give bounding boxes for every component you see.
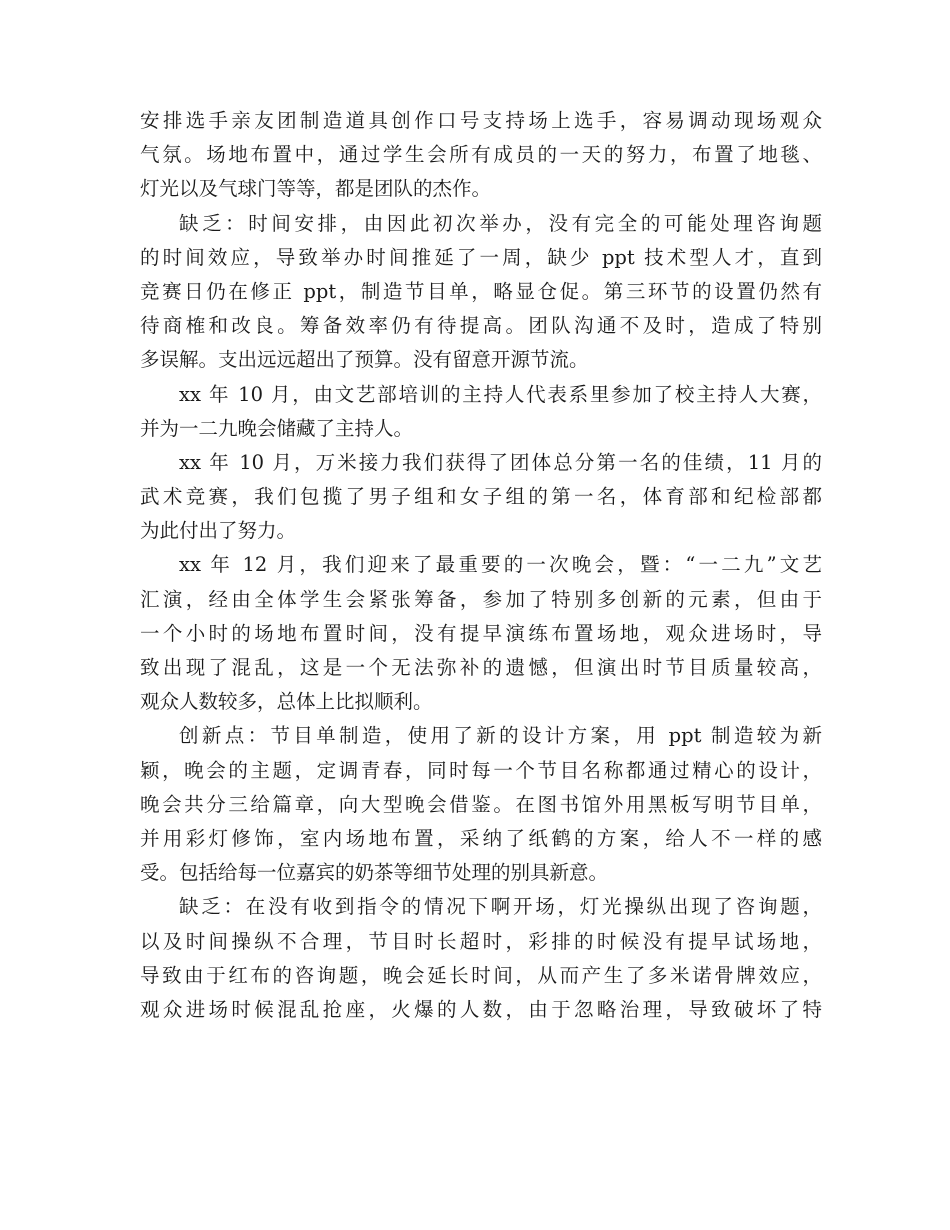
- text-line: 安排选手亲友团制造道具创作口号支持场上选手，容易调动现场观众: [140, 109, 822, 132]
- text-line: 气氛。场地布置中，通过学生会所有成员的一天的努力，布置了地毯、: [140, 143, 822, 167]
- text-line: xx 年 10 月，万米接力我们获得了团体总分第一名的佳绩，11 月的: [179, 450, 822, 474]
- text-line: 缺乏：在没有收到指令的情况下啊开场，灯光操纵出现了咨询题，: [179, 895, 822, 919]
- text-line: 晚会共分三给篇章，向大型晚会借鉴。在图书馆外用黑板写明节目单，: [140, 792, 822, 816]
- text-line: 汇演，经由全体学生会紧张筹备，参加了特别多创新的元素，但由于: [140, 587, 822, 611]
- text-line: 并为一二九晚会储藏了主持人。: [140, 416, 414, 440]
- document-body: [140, 104, 822, 1027]
- text-line: 的时间效应，导致举办时间推延了一周，缺少 ppt 技术型人才，直到: [140, 245, 822, 269]
- text-line: 受。包括给每一位嘉宾的奶茶等细节处理的别具新意。: [140, 861, 609, 885]
- text-line: 缺乏：时间安排，由因此初次举办，没有完全的可能处理咨询题: [179, 211, 822, 235]
- text-line: 多误解。支出远远超出了预算。没有留意开源节流。: [140, 348, 589, 372]
- text-line: 创新点：节目单制造，使用了新的设计方案，用 ppt 制造较为新: [179, 724, 822, 748]
- text-line: 以及时间操纵不合理，节目时长超时，彩排的时候没有提早试场地，: [140, 929, 822, 953]
- text-line: 待商榷和改良。筹备效率仍有待提高。团队沟通不及时，造成了特别: [140, 314, 822, 338]
- text-line: 灯光以及气球门等等，都是团队的杰作。: [140, 177, 492, 201]
- text-line: 颖，晚会的主题，定调青春，同时每一个节目名称都通过精心的设计，: [140, 758, 822, 782]
- text-line: xx 年 12 月，我们迎来了最重要的一次晚会，暨：“一二九”文艺: [179, 553, 822, 577]
- text-line: 武术竞赛，我们包揽了男子组和女子组的第一名，体育部和纪检部都: [140, 485, 822, 509]
- text-line: 致出现了混乱，这是一个无法弥补的遗憾，但演出时节目质量较高，: [140, 656, 822, 679]
- text-line: 为此付出了努力。: [140, 519, 297, 543]
- text-line: xx 年 10 月，由文艺部培训的主持人代表系里参加了校主持人大赛，: [179, 382, 822, 406]
- text-line: 导致由于红布的咨询题，晚会延长时间，从而产生了多米诺骨牌效应，: [140, 963, 822, 987]
- text-line: 竞赛日仍在修正 ppt，制造节目单，略显仓促。第三环节的设置仍然有: [140, 279, 822, 303]
- text-line: 观众人数较多，总体上比拟顺利。: [140, 690, 433, 714]
- text-line: 观众进场时候混乱抢座，火爆的人数，由于忽略治理，导致破坏了特: [140, 997, 822, 1021]
- text-line: 一个小时的场地布置时间，没有提早演练布置场地，观众进场时，导: [140, 621, 822, 645]
- text-line: 并用彩灯修饰，室内场地布置，采纳了纸鹤的方案，给人不一样的感: [140, 826, 822, 850]
